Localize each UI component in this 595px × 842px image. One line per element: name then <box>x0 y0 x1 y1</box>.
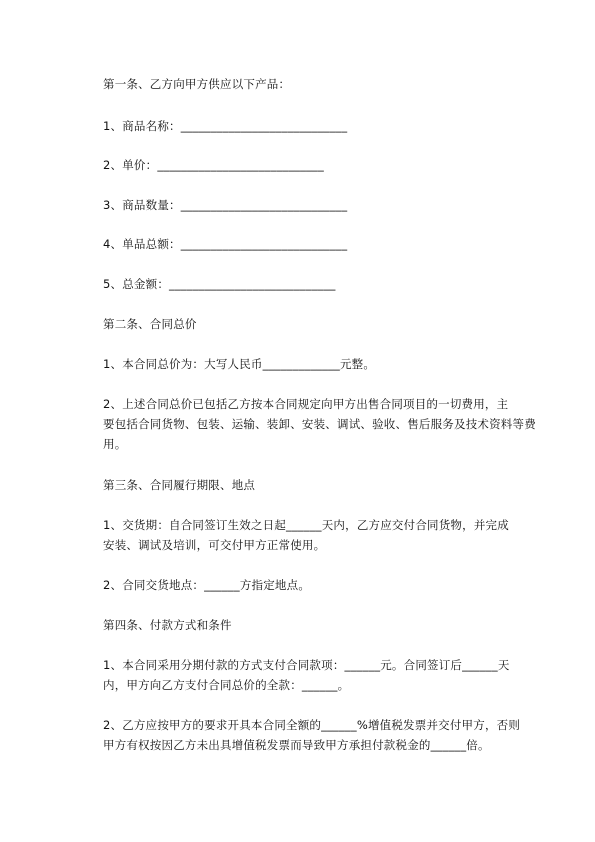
article4-item1 <box>103 655 510 695</box>
article3-item2: 2、合同交货地点：______方指定地点。 <box>103 578 311 592</box>
article1-item-total-amount: 5、总金额：____________________________ <box>103 277 336 291</box>
article4-item1-line2: 内，甲方向乙方支付合同总价的全款：______。 <box>103 678 350 692</box>
article1-heading: 第一条、乙方向甲方供应以下产品： <box>103 77 291 91</box>
article4-item1-line1: 1、本合同采用分期付款的方式支付合同款项：______元。合同签订后______天 <box>103 658 510 672</box>
article1-item-product-name: 1、商品名称：____________________________ <box>103 119 348 133</box>
article2-item2-line2: 要包括合同货物、包装、运输、装卸、安装、调试、验收、售后服务及技术资料等费 <box>103 417 536 431</box>
article4-item2-line1: 2、乙方应按甲方的要求开具本合同全额的______%增值税发票并交付甲方，否则 <box>103 718 521 732</box>
article3-item1-line2: 安装、调试及培训，可交付甲方正常使用。 <box>103 538 326 552</box>
article2-item2 <box>103 394 536 454</box>
article3-heading: 第三条、合同履行期限、地点 <box>103 478 256 492</box>
article1-item-quantity: 3、商品数量：____________________________ <box>103 198 348 212</box>
article1-item-unit-price: 2、单价：____________________________ <box>103 158 324 172</box>
article2-item2-line3: 用。 <box>103 437 127 451</box>
article4-item2 <box>103 715 521 755</box>
article3-item1 <box>103 515 509 555</box>
article4-heading: 第四条、付款方式和条件 <box>103 618 232 632</box>
article3-item1-line1: 1、交货期：自合同签订生效之日起______天内，乙方应交付合同货物，并完成 <box>103 518 509 532</box>
article2-item2-line1: 2、上述合同总价已包括乙方按本合同规定向甲方出售合同项目的一切费用，主 <box>103 397 509 411</box>
article4-item2-line2: 甲方有权按因乙方未出具增值税发票而导致甲方承担付款税金的______倍。 <box>103 738 490 752</box>
article2-heading: 第二条、合同总价 <box>103 317 197 331</box>
article2-item1: 1、本合同总价为：大写人民币_____________元整。 <box>103 357 376 371</box>
article1-item-item-total: 4、单品总额：____________________________ <box>103 237 348 251</box>
